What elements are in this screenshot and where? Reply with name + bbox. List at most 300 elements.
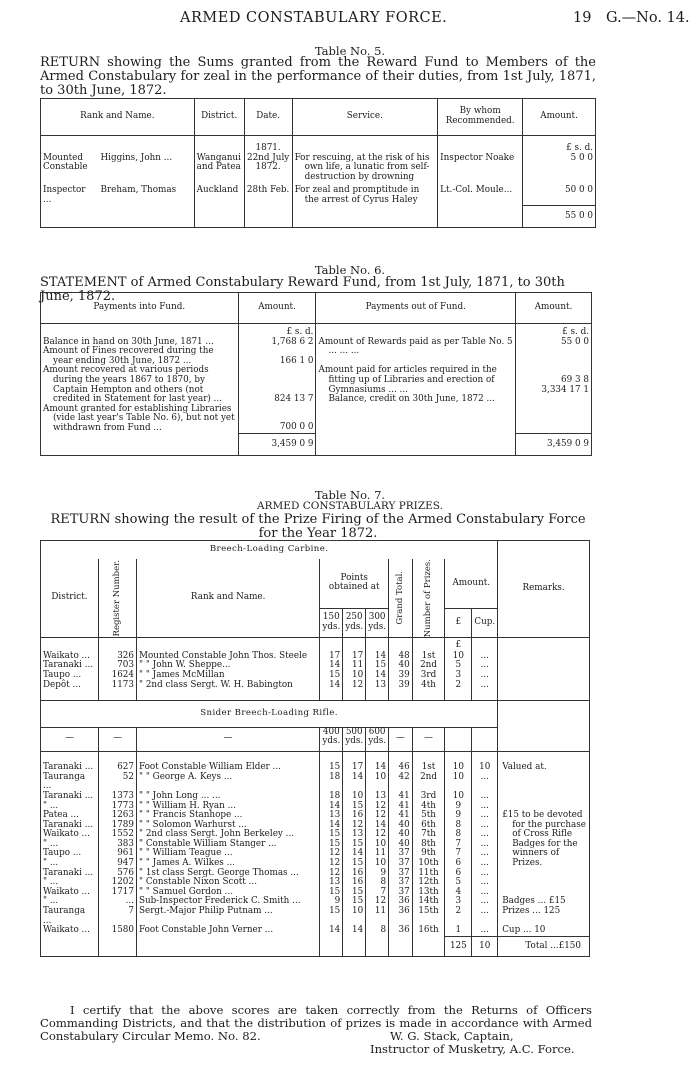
t6-total-in: 3,459 0 9 (238, 434, 316, 456)
cell-prize-no: 1st (412, 652, 445, 662)
cell-pts-3: 14 (366, 763, 389, 773)
cell-amount-pounds: 2 (445, 681, 472, 691)
cell-prize-no: 2nd (412, 773, 445, 792)
cell-pts-2: 15 (343, 897, 366, 907)
cell-amount-pounds: 8 (445, 830, 472, 840)
table-row (41, 681, 590, 691)
cell-district: " ... (41, 878, 99, 888)
cell-register: 52 (98, 773, 136, 792)
cell-rank-name: Sub-Inspector Frederick C. Smith ... (136, 897, 319, 907)
cell-remarks (498, 878, 590, 888)
cell-register: 1789 (98, 821, 136, 831)
cell-pts-2: 16 (343, 811, 366, 821)
cell-amount-cup: ... (472, 849, 498, 859)
cell-amount-cup: ... (472, 859, 498, 869)
t6-out-text: Amount of Rewards paid as per Table No. 5 ... ... ... (316, 338, 516, 367)
cell-pts-1: 15 (320, 830, 343, 840)
snider-dash: — (136, 727, 319, 751)
cell-amount-cup: ... (472, 773, 498, 792)
cell-pts-1: 15 (320, 671, 343, 681)
cell-district: Taranaki ... (41, 661, 99, 671)
cell-pts-2: 14 (343, 773, 366, 792)
cell-grand-total: 36 (389, 907, 413, 926)
cell-prize-no: 9th (412, 849, 445, 859)
t6-out-text: Amount paid for articles required in the fitting up of Libraries and erection of Gymnasiums ... ... (318, 365, 497, 395)
document-reference: G.—No. 14. (606, 10, 690, 26)
t5-head-by: By whom Recommended. (438, 99, 523, 136)
cell-grand-total: 40 (389, 661, 413, 671)
cell-grand-total: 46 (389, 763, 413, 773)
t6-out-amounts (516, 366, 592, 404)
yds-300: 300 yds. (366, 608, 389, 638)
cell-register: 1263 (98, 811, 136, 821)
cell-district: Taranaki ... (41, 821, 99, 831)
table-row (41, 405, 592, 434)
t7-grand-total: Total ...£150 (498, 936, 590, 956)
cell-pts-2: 15 (343, 888, 366, 898)
cell-pts-2: 15 (343, 802, 366, 812)
cell-rank-name: " " John W. Sheppe... (136, 661, 319, 671)
cell-amount-cup: ... (472, 661, 498, 671)
cell-amount-cup: ... (472, 681, 498, 691)
cell-remarks: Prizes ... 125 (498, 907, 590, 926)
cell-prize-no: 10th (412, 859, 445, 869)
t5-rank: Inspector ... (41, 182, 99, 205)
cell-remarks (498, 792, 590, 802)
cell-grand-total: 41 (389, 811, 413, 821)
yds-500: 500 yds. (343, 727, 366, 751)
cell-pts-3: 7 (366, 888, 389, 898)
table-row (41, 926, 590, 936)
cell-grand-total: 39 (389, 681, 413, 691)
table-row (41, 182, 596, 205)
t5-head-service: Service. (292, 99, 438, 136)
cell-amount-cup: ... (472, 802, 498, 812)
cell-prize-no: 15th (412, 907, 445, 926)
t5-date: 28th Feb. (244, 182, 292, 205)
cell-prize-no: 4th (412, 802, 445, 812)
cell-amount-pounds: 3 (445, 897, 472, 907)
cell-pts-1: 13 (320, 811, 343, 821)
t5-amount: 5 0 0 (523, 154, 596, 183)
t6-out-amount: 3,334 17 1 (541, 384, 589, 395)
t5-year: 1871. (244, 136, 292, 154)
cell-rank-name: " " James A. Wilkes ... (136, 859, 319, 869)
certify-text: I certify that the above scores are taken correctly from the Returns of Officers Commanding Districts, and that the distribution of prizes is made in accordance with Armed Constabulary Circular Memo. No. 82. (40, 1003, 592, 1043)
cell-rank-name: " 2nd class Sergt. John Berkeley ... (136, 830, 319, 840)
t5-head-date: Date. (244, 99, 292, 136)
certification (40, 1003, 592, 1056)
cell-remarks: Badges ... £15 (498, 897, 590, 907)
cell-grand-total: 40 (389, 840, 413, 850)
table7-prizes (40, 540, 590, 957)
cell-pts-3: 9 (366, 869, 389, 879)
cell-district: Taranaki ... (41, 869, 99, 879)
cell-district: Taupo ... (41, 671, 99, 681)
cell-pts-3: 14 (366, 671, 389, 681)
t5-head-district: District. (194, 99, 244, 136)
cell-pts-1: 17 (320, 652, 343, 662)
cell-pts-2: 17 (343, 763, 366, 773)
table5-rewards (40, 98, 596, 228)
table7-caption: RETURN showing the result of the Prize Firing of the Armed Constabulary Force for the Year 1872. (50, 512, 586, 541)
cell-rank-name: " " William Teague ... (136, 849, 319, 859)
t6-in-text: Amount granted for establishing Libraries (vide last year's Table No. 6), but not yet withdrawn from Fund ... (41, 405, 239, 434)
t5-district: Wanganui and Patea (194, 154, 244, 183)
t5-amount: 50 0 0 (523, 182, 596, 205)
t7-head-points: Points obtained at (320, 559, 389, 608)
t5-currency: £ s. d. (523, 136, 596, 154)
cell-amount-cup: 10 (472, 763, 498, 773)
t5-service: For zeal and promptitude in the arrest of Cyrus Haley (292, 182, 438, 205)
t7-head-grand (389, 559, 413, 638)
cell-pts-3: 11 (366, 849, 389, 859)
cell-pts-1: 15 (320, 840, 343, 850)
t5-date: 22nd July 1872. (244, 154, 292, 183)
cell-prize-no: 5th (412, 811, 445, 821)
cell-amount-pounds: 6 (445, 869, 472, 879)
cell-register: 7 (98, 907, 136, 926)
cell-grand-total: 36 (389, 897, 413, 907)
cell-amount-cup: ... (472, 897, 498, 907)
cell-grand-total: 41 (389, 802, 413, 812)
table6-caption: STATEMENT of Armed Constabulary Reward Fund, from 1st July, 1871, to 30th June, 1872. (40, 275, 565, 304)
t7-head-cup: Cup. (472, 608, 498, 638)
cell-rank-name: " 1st class Sergt. George Thomas ... (136, 869, 319, 879)
cell-pts-2: 17 (343, 652, 366, 662)
cell-register: 961 (98, 849, 136, 859)
table5-number: Table No. 5. (314, 44, 386, 58)
signer-title: Instructor of Musketry, A.C. Force. (370, 1042, 575, 1056)
cell-prize-no: 3rd (412, 671, 445, 681)
cell-district: Waikato ... (41, 926, 99, 936)
cell-prize-no: 14th (412, 897, 445, 907)
cell-pts-1: 14 (320, 926, 343, 936)
cell-pts-3: 14 (366, 652, 389, 662)
t7-total-cup: 10 (472, 936, 498, 956)
cell-amount-pounds: 7 (445, 849, 472, 859)
cell-amount-cup: ... (472, 840, 498, 850)
t6-out-text-2 (316, 366, 516, 404)
cell-amount-cup: ... (472, 652, 498, 662)
t5-service: For rescuing, at the risk of his own life, a lunatic from self-destruction by drowning (292, 154, 438, 183)
table-row (41, 907, 590, 926)
cell-amount-cup: ... (472, 821, 498, 831)
cell-prize-no: 3rd (412, 792, 445, 802)
cell-district: " ... (41, 897, 99, 907)
cell-grand-total: 37 (389, 869, 413, 879)
yds-600: 600 yds. (366, 727, 389, 751)
t7-pound-mark: £ (445, 638, 472, 652)
cell-rank-name: " " John Long ... ... (136, 792, 319, 802)
page-header (0, 10, 700, 32)
cell-pts-3: 10 (366, 840, 389, 850)
cell-pts-2: 14 (343, 926, 366, 936)
cell-amount-pounds: 3 (445, 671, 472, 681)
snider-section-label: Snider Breech-Loading Rifle. (41, 700, 498, 727)
t7-head-pound: £ (445, 608, 472, 638)
cell-remarks (498, 773, 590, 792)
t6-head-amount-out: Amount. (516, 293, 592, 324)
cell-grand-total: 36 (389, 926, 413, 936)
cell-grand-total: 37 (389, 859, 413, 869)
table6-reward-fund (40, 292, 592, 456)
table-row (41, 154, 596, 183)
cell-pts-1: 14 (320, 681, 343, 691)
cell-amount-cup: ... (472, 869, 498, 879)
cell-remarks (498, 661, 590, 671)
cell-rank-name: " Constable Nixon Scott ... (136, 878, 319, 888)
table-row (41, 773, 590, 792)
carbine-section-label: Breech-Loading Carbine. (41, 541, 498, 560)
cell-pts-1: 14 (320, 821, 343, 831)
cell-pts-2: 14 (343, 849, 366, 859)
cell-remarks: Cup ... 10 (498, 926, 590, 936)
cell-amount-cup: ... (472, 792, 498, 802)
t7-total-pounds: 125 (445, 936, 472, 956)
cell-district: Depôt ... (41, 681, 99, 691)
cell-amount-cup: ... (472, 888, 498, 898)
cell-pts-3: 12 (366, 830, 389, 840)
t5-head-amount: Amount. (523, 99, 596, 136)
cell-amount-pounds: 5 (445, 878, 472, 888)
table6-number: Table No. 6. (314, 263, 386, 277)
cell-amount-cup: ... (472, 830, 498, 840)
cell-register: 383 (98, 840, 136, 850)
cell-rank-name: " " George A. Keys ... (136, 773, 319, 792)
t7-head-reg-text: Register Number. (111, 559, 122, 637)
t6-currency-in: £ s. d. (238, 324, 316, 338)
cell-pts-3: 14 (366, 821, 389, 831)
cell-register: 1552 (98, 830, 136, 840)
t6-in-text: Balance in hand on 30th June, 1871 ... (41, 338, 239, 348)
cell-rank-name: Sergt.-Major Philip Putnam ... (136, 907, 319, 926)
cell-pts-2: 10 (343, 792, 366, 802)
table-row (41, 366, 592, 404)
cell-amount-pounds: 8 (445, 821, 472, 831)
t5-name: Higgins, John ... (98, 154, 194, 183)
cell-pts-3: 12 (366, 802, 389, 812)
table5-caption: RETURN showing the Sums granted from the Reward Fund to Members of the Armed Constabulary for zeal in the performance of their duties, from 1st July, 1871, to 30th June, 1872. (40, 55, 596, 98)
cell-pts-1: 15 (320, 907, 343, 926)
t7-head-prizes-text: Number of Prizes. (422, 559, 433, 638)
cell-pts-3: 10 (366, 773, 389, 792)
cell-grand-total: 39 (389, 671, 413, 681)
cell-pts-1: 18 (320, 773, 343, 792)
cell-district: Taupo ... (41, 849, 99, 859)
yds-150: 150 yds. (320, 608, 343, 638)
carbine-rows (41, 652, 590, 700)
cell-amount-cup: ... (472, 811, 498, 821)
cell-pts-1: 18 (320, 792, 343, 802)
t6-head-in: Payments into Fund. (41, 293, 239, 324)
cell-prize-no: 8th (412, 840, 445, 850)
cell-prize-no: 1st (412, 763, 445, 773)
t5-by: Inspector Noake (438, 154, 523, 183)
cell-amount-pounds: 9 (445, 811, 472, 821)
cell-pts-2: 15 (343, 840, 366, 850)
cell-prize-no: 6th (412, 821, 445, 831)
t6-in-text: Amount recovered at various periods during the years 1867 to 1870, by Captain Hempton and others (not credited in Statement for last year) ... (41, 366, 239, 404)
t7-head-rank: Rank and Name. (136, 559, 319, 638)
t6-in-amount: 1,768 6 2 (238, 338, 316, 348)
cell-rank-name: " " Francis Stanhope ... (136, 811, 319, 821)
cell-pts-1: 12 (320, 859, 343, 869)
cell-register: 1624 (98, 671, 136, 681)
cell-prize-no: 2nd (412, 661, 445, 671)
t6-out-amount: 69 3 8 (561, 374, 589, 385)
cell-grand-total: 42 (389, 773, 413, 792)
t6-head-out: Payments out of Fund. (316, 293, 516, 324)
cell-district: " ... (41, 802, 99, 812)
cell-pts-3: 8 (366, 926, 389, 936)
cell-pts-1: 15 (320, 763, 343, 773)
t6-in-text: Amount of Fines recovered during the year ending 30th June, 1872 ... (41, 347, 239, 366)
cell-district: Tauranga ... (41, 907, 99, 926)
cell-remarks: £15 to be devoted for the purchase of Cross Rifle Badges for the winners of Prizes. (498, 811, 590, 869)
cell-pts-3: 12 (366, 811, 389, 821)
cell-pts-3: 13 (366, 792, 389, 802)
t7-head-prizes (412, 559, 445, 638)
cell-amount-pounds: 10 (445, 773, 472, 792)
cell-pts-2: 12 (343, 821, 366, 831)
cell-pts-2: 13 (343, 830, 366, 840)
cell-register: 1202 (98, 878, 136, 888)
cell-grand-total: 37 (389, 849, 413, 859)
cell-rank-name: " Constable William Stanger ... (136, 840, 319, 850)
cell-rank-name: Mounted Constable John Thos. Steele (136, 652, 319, 662)
cell-amount-pounds: 7 (445, 840, 472, 850)
cell-register: 1580 (98, 926, 136, 936)
cell-register: 326 (98, 652, 136, 662)
cell-amount-pounds: 10 (445, 792, 472, 802)
page-number: 19 (573, 10, 592, 26)
snider-rows (41, 763, 590, 936)
cell-district: Waikato ... (41, 830, 99, 840)
table7-subtitle: ARMED CONSTABULARY PRIZES. (257, 500, 443, 512)
cell-pts-2: 16 (343, 869, 366, 879)
cell-amount-pounds: 4 (445, 888, 472, 898)
cell-pts-3: 13 (366, 681, 389, 691)
cell-prize-no: 13th (412, 888, 445, 898)
cell-pts-1: 12 (320, 849, 343, 859)
t6-in-amount: 166 1 0 (238, 347, 316, 366)
cell-prize-no: 4th (412, 681, 445, 691)
cell-district: Waikato ... (41, 888, 99, 898)
cell-grand-total: 40 (389, 830, 413, 840)
cell-amount-pounds: 5 (445, 661, 472, 671)
t6-out-amount: 55 0 0 (516, 338, 592, 367)
cell-grand-total: 37 (389, 888, 413, 898)
cell-remarks (498, 869, 590, 879)
cell-rank-name: " " William H. Ryan ... (136, 802, 319, 812)
t7-head-district: District. (41, 559, 99, 638)
cell-amount-cup: ... (472, 907, 498, 926)
cell-grand-total: 41 (389, 792, 413, 802)
cell-register: 576 (98, 869, 136, 879)
yds-400: 400 yds. (320, 727, 343, 751)
cell-pts-1: 9 (320, 897, 343, 907)
cell-pts-3: 11 (366, 907, 389, 926)
cell-amount-pounds: 9 (445, 802, 472, 812)
cell-rank-name: Foot Constable John Verner ... (136, 926, 319, 936)
t7-head-reg (98, 559, 136, 638)
cell-pts-3: 10 (366, 859, 389, 869)
cell-amount-cup: ... (472, 926, 498, 936)
cell-register: 1773 (98, 802, 136, 812)
t6-in-amount: 700 0 0 (238, 405, 316, 434)
cell-district: Waikato ... (41, 652, 99, 662)
t6-total-out: 3,459 0 9 (516, 434, 592, 456)
cell-amount-cup: ... (472, 671, 498, 681)
t7-head-amount: Amount. (445, 559, 498, 608)
cell-district: " ... (41, 840, 99, 850)
cell-remarks: Valued at. (498, 763, 590, 773)
cell-rank-name: " " Samuel Gordon ... (136, 888, 319, 898)
cell-pts-1: 14 (320, 661, 343, 671)
t5-total: 55 0 0 (523, 206, 596, 228)
cell-register: 1173 (98, 681, 136, 691)
t6-in-amount: 824 13 7 (238, 366, 316, 404)
cell-amount-pounds: 2 (445, 907, 472, 926)
cell-amount-pounds: 1 (445, 926, 472, 936)
cell-register: ... (98, 897, 136, 907)
cell-pts-3: 8 (366, 878, 389, 888)
t7-head-grand-text: Grand Total. (394, 571, 405, 625)
cell-register: 1717 (98, 888, 136, 898)
cell-pts-3: 12 (366, 897, 389, 907)
cell-district: Taranaki ... (41, 763, 99, 773)
t5-by: Lt.-Col. Moule... (438, 182, 523, 205)
cell-pts-2: 11 (343, 661, 366, 671)
cell-pts-2: 10 (343, 671, 366, 681)
cell-grand-total: 48 (389, 652, 413, 662)
signer-name: W. G. Stack, Captain, (390, 1029, 514, 1043)
cell-prize-no: 12th (412, 878, 445, 888)
cell-grand-total: 37 (389, 878, 413, 888)
cell-remarks (498, 652, 590, 662)
cell-pts-1: 14 (320, 802, 343, 812)
cell-register: 947 (98, 859, 136, 869)
cell-amount-pounds: 6 (445, 859, 472, 869)
cell-pts-2: 16 (343, 878, 366, 888)
cell-pts-2: 10 (343, 907, 366, 926)
cell-amount-pounds: 10 (445, 652, 472, 662)
snider-dash: — (98, 727, 136, 751)
cell-rank-name: Foot Constable William Elder ... (136, 763, 319, 773)
cell-pts-1: 13 (320, 878, 343, 888)
cell-district: Taranaki ... (41, 792, 99, 802)
cell-district: " ... (41, 859, 99, 869)
snider-dash: — (412, 727, 445, 751)
cell-remarks (498, 671, 590, 681)
cell-district: Patea ... (41, 811, 99, 821)
cell-prize-no: 7th (412, 830, 445, 840)
t7-head-remarks: Remarks. (498, 541, 590, 638)
cell-rank-name: " " James McMillan (136, 671, 319, 681)
cell-prize-no: 16th (412, 926, 445, 936)
cell-prize-no: 11th (412, 869, 445, 879)
cell-amount-pounds: 10 (445, 763, 472, 773)
cell-rank-name: " " Solomon Warhurst ... (136, 821, 319, 831)
cell-register: 627 (98, 763, 136, 773)
t5-head-rank: Rank and Name. (41, 99, 195, 136)
cell-grand-total: 40 (389, 821, 413, 831)
t5-district: Auckland (194, 182, 244, 205)
cell-register: 703 (98, 661, 136, 671)
yds-250: 250 yds. (343, 608, 366, 638)
cell-pts-2: 15 (343, 859, 366, 869)
